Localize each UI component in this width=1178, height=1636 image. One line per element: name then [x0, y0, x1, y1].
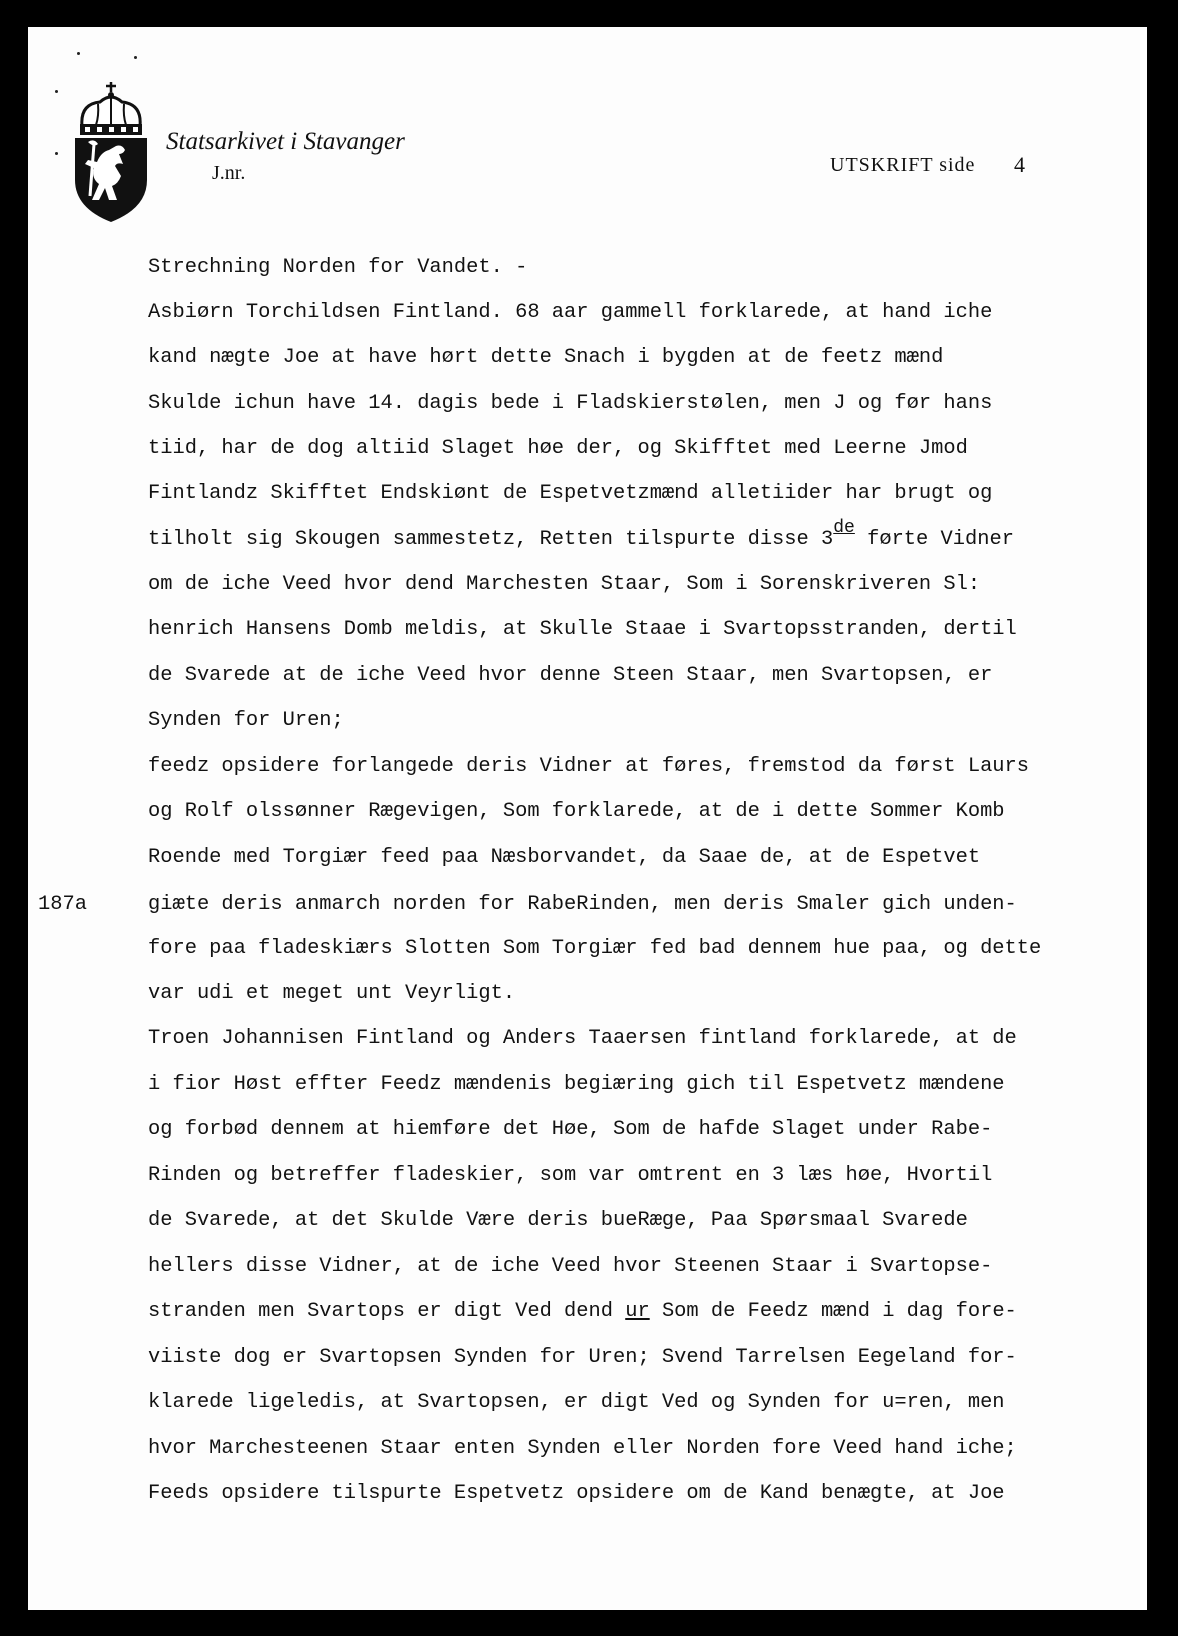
- body-line: Asbiørn Torchildsen Fintland. 68 aar gammell forklarede, at hand iche: [148, 301, 993, 324]
- folio-margin-note: 187a: [38, 893, 87, 916]
- body-line: om de iche Veed hvor dend Marchesten Staar, Som i Sorenskriveren Sl:: [148, 573, 981, 596]
- archive-name: Statsarkivet i Stavanger: [166, 128, 405, 155]
- body-line: giæte deris anmarch norden for RabeRinden, men deris Smaler gich unden-: [148, 893, 1017, 916]
- transcript-label: UTSKRIFT side: [830, 154, 976, 176]
- body-line: Rinden og betreffer fladeskier, som var omtrent en 3 læs høe, Hvortil: [148, 1164, 993, 1187]
- underlined-word: ur: [625, 1300, 650, 1323]
- body-line: klarede ligeledis, at Svartopsen, er digt Ved og Synden for u=ren, men: [148, 1391, 1005, 1414]
- body-line: Feeds opsidere tilspurte Espetvetz opsidere om de Kand benægte, at Joe: [148, 1482, 1005, 1505]
- body-line: feedz opsidere forlangede deris Vidner at føres, fremstod da først Laurs: [148, 755, 1030, 778]
- body-line: tiid, har de dog altiid Slaget høe der, og Skifftet med Leerne Jmod: [148, 437, 968, 460]
- body-line: de Svarede at de iche Veed hvor denne Steen Staar, men Svartopsen, er: [148, 664, 993, 687]
- superscript-de: de: [833, 518, 855, 538]
- body-line: hellers disse Vidner, at de iche Veed hvor Steenen Staar i Svartopse-: [148, 1255, 993, 1278]
- body-line-text: tilholt sig Skougen sammestetz, Retten tilspurte disse 3: [148, 528, 834, 551]
- body-line: Troen Johannisen Fintland og Anders Taaersen fintland forklarede, at de: [148, 1027, 1017, 1050]
- page-number: 4: [1014, 152, 1025, 177]
- body-line-text: førte Vidner: [854, 528, 1014, 551]
- body-line: Roende med Torgiær feed paa Næsborvandet, da Saae de, at de Espetvet: [148, 846, 981, 869]
- scan-speck: [134, 56, 137, 59]
- scan-speck: [55, 152, 58, 155]
- body-line: henrich Hansens Domb meldis, at Skulle Staae i Svartopsstranden, dertil: [148, 618, 1017, 641]
- body-line: fore paa fladeskiærs Slotten Som Torgiær fed bad dennem hue paa, og dette: [148, 937, 1042, 960]
- body-line-text: stranden men Svartops er digt Ved dend: [148, 1300, 626, 1323]
- body-line: Synden for Uren;: [148, 709, 344, 732]
- body-line: viiste dog er Svartopsen Synden for Uren; Svend Tarrelsen Eegeland for-: [148, 1346, 1017, 1369]
- body-line: de Svarede, at det Skulde Være deris bueRæge, Paa Spørsmaal Svarede: [148, 1209, 968, 1232]
- body-line: var udi et meget unt Veyrligt.: [148, 982, 516, 1005]
- body-line: og forbød dennem at hiemføre det Høe, Som de hafde Slaget under Rabe-: [148, 1118, 993, 1141]
- journal-number-label: J.nr.: [212, 162, 246, 184]
- body-line: [148, 518, 1014, 551]
- scan-speck: [77, 52, 80, 55]
- scan-speck: [55, 90, 58, 93]
- body-line: kand nægte Joe at have hørt dette Snach i bygden at de feetz mænd: [148, 346, 944, 369]
- body-line: i fior Høst effter Feedz mændenis begiæring gich til Espetvetz mændene: [148, 1073, 1005, 1096]
- body-line-text: Som de Feedz mænd i dag fore-: [649, 1300, 1017, 1323]
- coat-of-arms-icon: [72, 80, 150, 224]
- body-line: og Rolf olssønner Rægevigen, Som forklarede, at de i dette Sommer Komb: [148, 800, 1005, 823]
- body-line: [148, 1300, 1017, 1323]
- body-line: Fintlandz Skifftet Endskiønt de Espetvetzmænd alletiider har brugt og: [148, 482, 993, 505]
- body-line: Strechning Norden for Vandet. -: [148, 256, 528, 279]
- body-line: Skulde ichun have 14. dagis bede i Fladskierstølen, men J og før hans: [148, 392, 993, 415]
- body-line: hvor Marchesteenen Staar enten Synden eller Norden fore Veed hand iche;: [148, 1437, 1017, 1460]
